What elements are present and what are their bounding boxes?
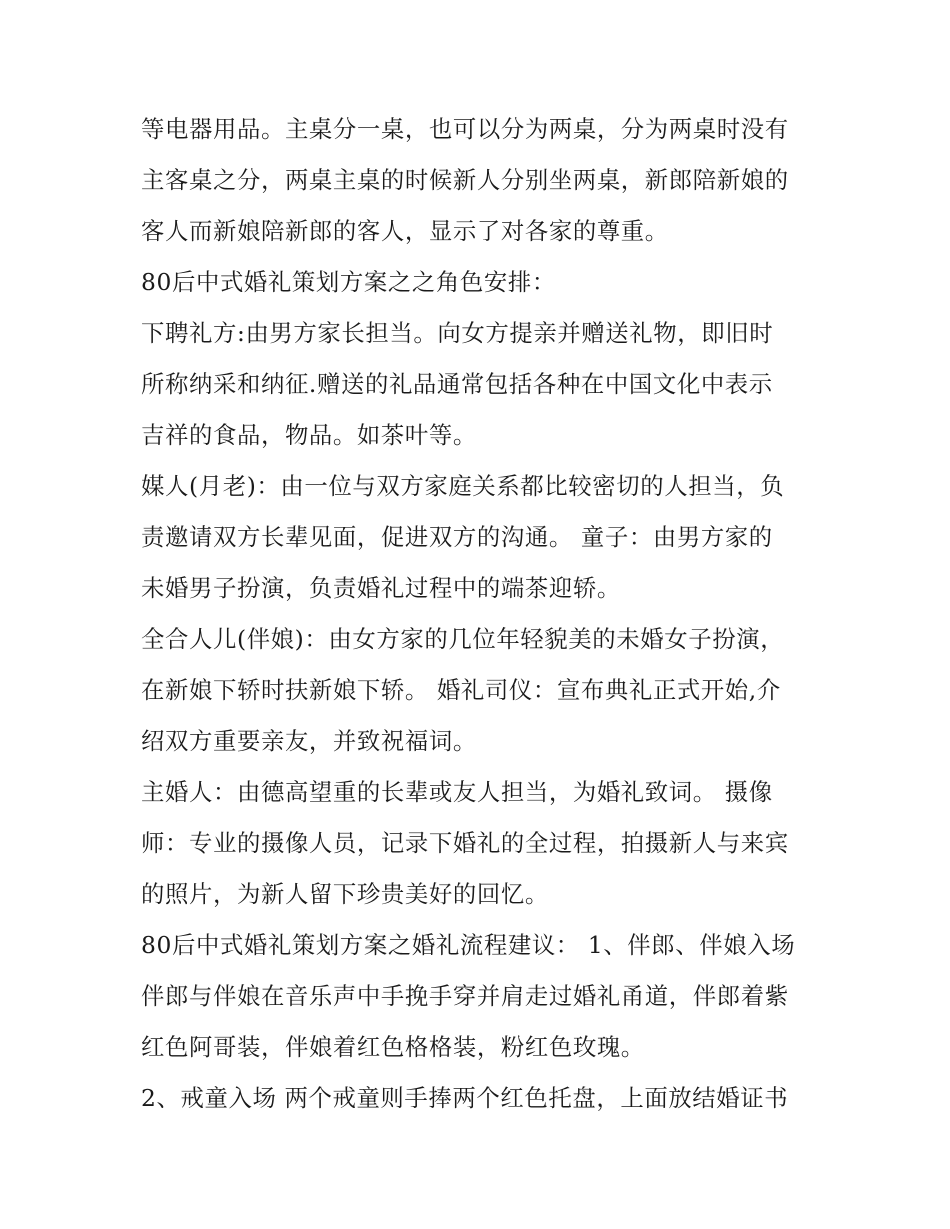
text-line: 的照片，为新人留下珍贵美好的回忆。 (141, 880, 549, 908)
text-line: 未婚男子扮演，负责婚礼过程中的端茶迎轿。 (141, 574, 621, 602)
text-line: 在新娘下轿时扶新娘下轿。 婚礼司仪：宣布典礼正式开始,介 (141, 676, 781, 704)
text-line: 伴郎与伴娘在音乐声中手挽手穿并肩走过婚礼甬道，伴郎着紫 (141, 982, 789, 1010)
text-line: 全合人儿(伴娘)：由女方家的几位年轻貌美的未婚女子扮演， (141, 625, 785, 653)
text-line: 下聘礼方:由男方家长担当。向女方提亲并赠送礼物，即旧时 (141, 319, 774, 347)
text-line: 红色阿哥装，伴娘着红色格格装，粉红色玫瑰。 (141, 1033, 645, 1061)
text-line: 客人而新娘陪新郎的客人，显示了对各家的尊重。 (141, 217, 669, 245)
text-line: 责邀请双方长辈见面，促进双方的沟通。 童子：由男方家的 (141, 523, 773, 551)
text-line: 媒人(月老)：由一位与双方家庭关系都比较密切的人担当，负 (141, 472, 785, 500)
text-line: 绍双方重要亲友，并致祝福词。 (141, 727, 477, 755)
text-line: 等电器用品。主桌分一桌，也可以分为两桌，分为两桌时没有 (141, 115, 789, 143)
text-line: 师：专业的摄像人员，记录下婚礼的全过程，拍摄新人与来宾 (141, 829, 789, 857)
body-text (141, 104, 821, 1124)
text-line: 吉祥的食品，物品。如茶叶等。 (141, 421, 477, 449)
section-heading-roles: 80后中式婚礼策划方案之之角色安排： (141, 268, 556, 296)
text-line: 所称纳采和纳征.赠送的礼品通常包括各种在中国文化中表示 (141, 370, 773, 398)
text-line: 主婚人：由德高望重的长辈或友人担当，为婚礼致词。 摄像 (141, 778, 773, 806)
text-line: 2、戒童入场 两个戒童则手捧两个红色托盘，上面放结婚证书 (141, 1084, 789, 1112)
text-line: 主客桌之分，两桌主桌的时候新人分别坐两桌，新郎陪新娘的 (141, 166, 789, 194)
section-heading-process: 80后中式婚礼策划方案之婚礼流程建议： 1、伴郎、伴娘入场 (141, 931, 796, 959)
